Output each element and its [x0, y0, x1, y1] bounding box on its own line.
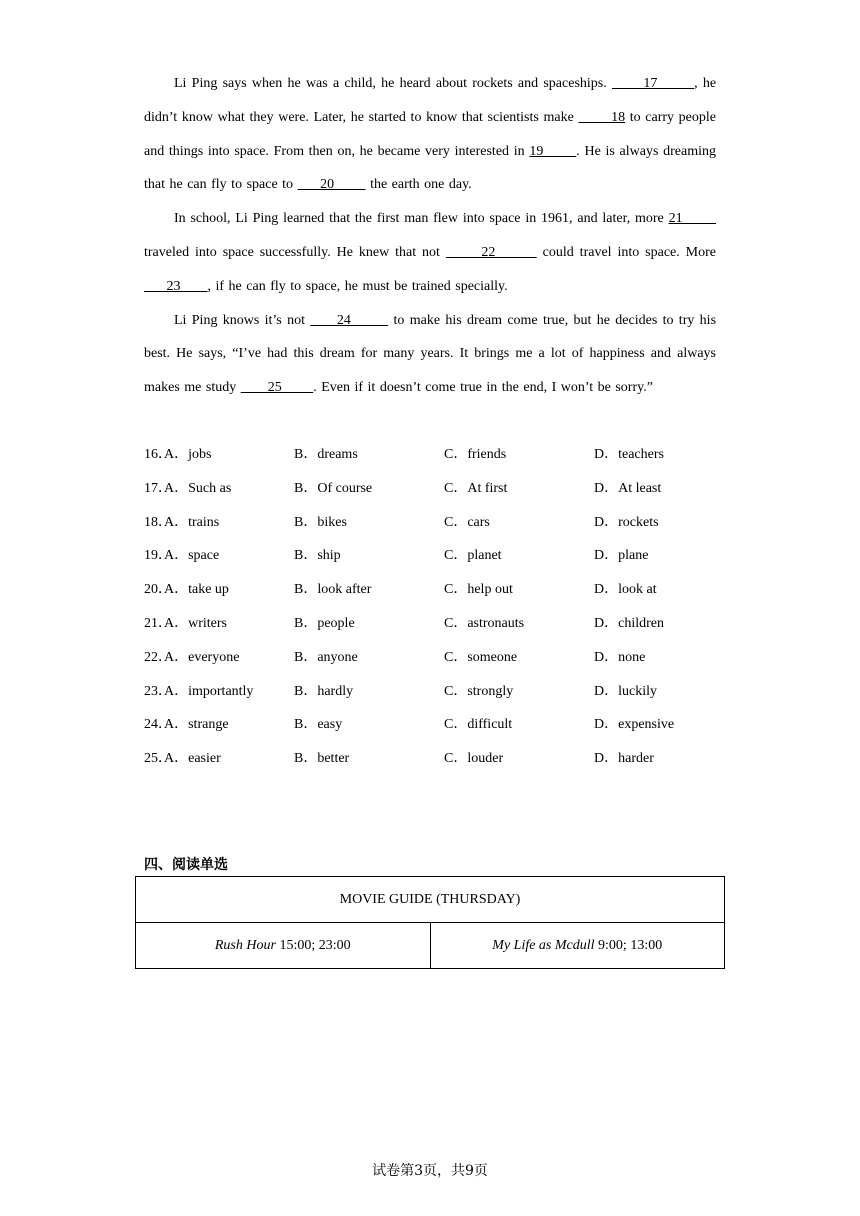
option-b: B．better: [294, 751, 350, 767]
movie-title: Rush Hour: [214, 937, 276, 953]
option-b: B．dreams: [294, 447, 358, 462]
option-a: A．take up: [164, 582, 229, 598]
option-d: D．plane: [594, 548, 649, 564]
question-number: 23．: [144, 683, 172, 699]
table-header: MOVIE GUIDE (THURSDAY): [136, 877, 725, 923]
blank-25: 25: [240, 380, 314, 396]
answer-options: [144, 438, 724, 776]
blank-23: 23: [144, 278, 208, 294]
question-row: [144, 708, 724, 742]
option-c: C．At first: [444, 480, 508, 496]
text: could travel into space. More: [536, 244, 716, 260]
text: the earth one day.: [365, 177, 472, 193]
question-number: 24．: [144, 717, 172, 733]
movie-title: My Life as Mcdull: [492, 937, 595, 953]
question-row: [144, 641, 724, 675]
option-a: A．jobs: [164, 447, 212, 462]
blank-18: 18: [578, 109, 626, 125]
option-a: A．Such as: [164, 480, 232, 496]
page-footer: 试卷第3页，共9页: [372, 1163, 488, 1179]
text: to carry people and things into space. From then on, he became very interested in: [144, 109, 717, 159]
option-c: C．strongly: [444, 683, 514, 699]
option-a: A．space: [164, 548, 220, 564]
text: traveled into space successfully. He knew that not: [144, 244, 440, 260]
question-number: 17．: [144, 480, 172, 496]
question-row: [144, 438, 724, 472]
text: . He is always dreaming that he can fly to space to: [144, 143, 716, 193]
question-number: 21．: [144, 615, 172, 631]
question-number: 22．: [144, 649, 172, 665]
question-number: 25．: [144, 751, 172, 767]
option-c: C．difficult: [444, 717, 513, 733]
option-c: C．astronauts: [444, 615, 525, 631]
option-d: D．none: [594, 649, 646, 665]
option-c: C．planet: [444, 548, 502, 564]
table-row: [136, 923, 725, 969]
text: . Even if it doesn’t come true in the end, I won’t be sorry.”: [313, 380, 653, 396]
blank-24: 24: [310, 312, 389, 328]
paragraph-3: [144, 304, 716, 405]
option-d: D．expensive: [594, 717, 675, 733]
movie-cell: [136, 923, 431, 969]
movie-times: 15:00; 23:00: [275, 937, 351, 953]
blank-19: 19: [529, 143, 577, 159]
movie-times: 9:00; 13:00: [594, 937, 663, 953]
question-number: 18．: [144, 514, 172, 530]
option-b: B．people: [294, 615, 355, 631]
option-b: B．easy: [294, 717, 343, 733]
option-b: B．Of course: [294, 480, 373, 496]
paragraph-1: [144, 67, 716, 202]
option-d: D．harder: [594, 751, 654, 767]
question-number: 20．: [144, 582, 172, 598]
section-title: 四、阅读单选: [144, 857, 228, 873]
question-row: [144, 675, 724, 709]
option-d: D．luckily: [594, 683, 657, 699]
option-c: C．someone: [444, 649, 518, 665]
option-a: A．strange: [164, 717, 229, 733]
option-b: B．bikes: [294, 514, 347, 530]
option-a: A．trains: [164, 514, 220, 530]
text: Li Ping knows it’s not: [174, 312, 305, 328]
blank-22: 22: [445, 244, 537, 260]
blank-20: 20: [297, 177, 366, 193]
option-c: C．friends: [444, 447, 507, 462]
question-row: [144, 742, 724, 776]
question-row: [144, 607, 724, 641]
question-row: [144, 472, 724, 506]
option-a: A．importantly: [164, 683, 254, 699]
text: to make his dream come true, but he decides to try his best. He says, “I’ve had this dream for many years. It brings me a lot of happiness and always makes me study: [144, 312, 717, 396]
option-d: D．children: [594, 615, 664, 631]
option-a: A．easier: [164, 751, 221, 767]
option-a: A．everyone: [164, 649, 240, 665]
option-b: B．hardly: [294, 683, 354, 699]
question-row: [144, 539, 724, 573]
question-row: [144, 573, 724, 607]
question-number: 19．: [144, 548, 172, 564]
option-d: D．rockets: [594, 514, 659, 530]
option-c: C．louder: [444, 751, 504, 767]
cloze-passage: [144, 67, 716, 405]
text: Li Ping says when he was a child, he heard about rockets and spaceships.: [174, 76, 607, 91]
option-c: C．help out: [444, 582, 513, 598]
table-header-row: [136, 877, 725, 923]
option-b: B．ship: [294, 548, 341, 564]
option-d: D．teachers: [594, 447, 664, 462]
movie-cell: [430, 923, 725, 969]
option-d: D．At least: [594, 480, 662, 496]
movie-guide-table: [135, 876, 725, 969]
blank-21: 21: [668, 211, 717, 227]
question-row: [144, 506, 724, 540]
option-b: B．look after: [294, 582, 372, 598]
option-a: A．writers: [164, 615, 227, 631]
question-number: 16．: [144, 447, 172, 462]
text: In school, Li Ping learned that the first man flew into space in 1961, and later, more: [174, 211, 664, 227]
option-b: B．anyone: [294, 649, 358, 665]
option-d: D．look at: [594, 582, 657, 598]
text: , if he can fly to space, he must be trained specially.: [207, 278, 508, 294]
paragraph-2: [144, 202, 716, 303]
blank-17: 17: [612, 76, 695, 91]
text: , he didn’t know what they were. Later, he started to know that scientists make: [144, 76, 717, 125]
option-c: C．cars: [444, 514, 490, 530]
